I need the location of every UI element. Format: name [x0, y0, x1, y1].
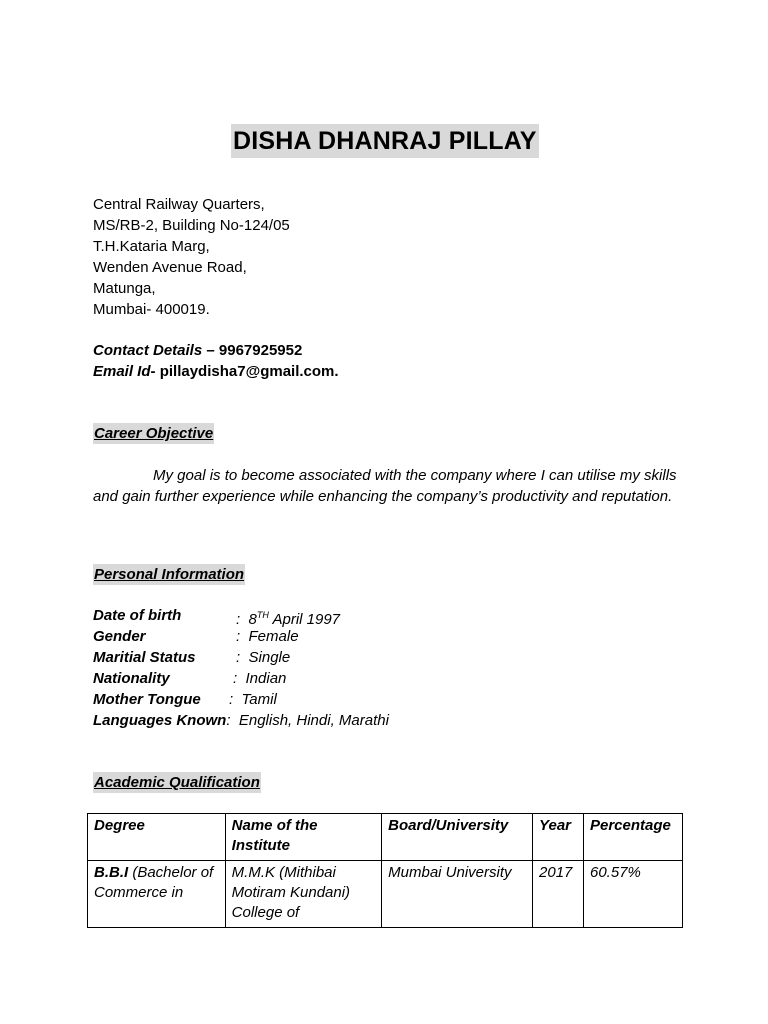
- header-degree: Degree: [88, 814, 226, 861]
- address-line: T.H.Kataria Marg,: [93, 238, 210, 255]
- gender-row: [93, 626, 389, 647]
- cell-board: Mumbai University: [382, 861, 533, 928]
- phone-label: Contact Details: [93, 342, 203, 359]
- marital-status-label: Maritial Status: [93, 649, 196, 666]
- mother-tongue-label: Mother Tongue: [93, 691, 201, 708]
- nationality-label: Nationality: [93, 670, 170, 687]
- mother-tongue-row: [93, 689, 389, 710]
- dob-label: Date of birth: [93, 607, 182, 624]
- career-objective-text: My goal is to become associated with the company where I can utilise my skills and gain further experience while enhancing the company’s productivity and reputation.: [93, 467, 677, 505]
- email-address: pillaydisha7@gmail.com.: [159, 363, 339, 380]
- header-percentage: Percentage: [584, 814, 683, 861]
- cell-percentage: 60.57%: [584, 861, 683, 928]
- email-label: Email Id: [93, 363, 151, 380]
- personal-information-heading: Personal Information: [94, 566, 245, 583]
- nationality-value: Indian: [245, 670, 287, 687]
- phone-separator: –: [202, 342, 219, 359]
- academic-qualification-heading: Academic Qualification: [94, 774, 260, 791]
- nationality-row: [93, 668, 389, 689]
- nationality-value-wrap: : Indian: [233, 670, 287, 687]
- dob-row: [93, 605, 389, 626]
- personal-information-list: [93, 605, 389, 731]
- dob-day: 8: [248, 611, 257, 628]
- cell-degree: [88, 861, 226, 928]
- header-year: Year: [533, 814, 584, 861]
- address-block: [93, 194, 290, 320]
- degree-abbrev: B.B.I: [94, 864, 129, 881]
- gender-value-wrap: : Female: [236, 628, 299, 645]
- header-institute: Name of the Institute: [225, 814, 381, 861]
- address-line: Central Railway Quarters,: [93, 196, 265, 213]
- languages-row: [93, 710, 389, 731]
- mother-tongue-value: Tamil: [241, 691, 277, 708]
- gender-value: Female: [248, 628, 299, 645]
- candidate-name: DISHA DHANRAJ PILLAY: [231, 124, 539, 158]
- languages-label: Languages Known: [93, 712, 227, 729]
- career-objective-heading: Career Objective: [94, 425, 214, 442]
- dob-value: : 8TH April 1997: [236, 610, 341, 628]
- header-board: Board/University: [382, 814, 533, 861]
- phone-line: [93, 340, 339, 361]
- address-line: Wenden Avenue Road,: [93, 259, 247, 276]
- marital-status-value-wrap: : Single: [236, 649, 291, 666]
- gender-label: Gender: [93, 628, 146, 645]
- address-line: Matunga,: [93, 280, 156, 297]
- email-line: [93, 361, 339, 382]
- academic-qualification-table: [87, 813, 683, 928]
- languages-value: English, Hindi, Marathi: [238, 712, 389, 729]
- marital-status-row: [93, 647, 389, 668]
- phone-number: 9967925952: [218, 342, 303, 359]
- degree-full: (Bachelor of Commerce in: [94, 864, 214, 901]
- email-separator: -: [150, 363, 160, 380]
- mother-tongue-value-wrap: : Tamil: [229, 691, 277, 708]
- languages-value-wrap: : English, Hindi, Marathi: [226, 712, 389, 729]
- address-line: Mumbai- 400019.: [93, 301, 210, 318]
- cell-year: 2017: [533, 861, 584, 928]
- address-line: MS/RB-2, Building No-124/05: [93, 217, 290, 234]
- dob-suffix: TH: [256, 610, 269, 620]
- table-row: [88, 861, 683, 928]
- dob-rest: April 1997: [268, 611, 341, 628]
- marital-status-value: Single: [248, 649, 291, 666]
- contact-block: [93, 340, 339, 382]
- cell-institute: M.M.K (Mithibai Motiram Kundani) College of: [225, 861, 381, 928]
- table-header-row: [88, 814, 683, 861]
